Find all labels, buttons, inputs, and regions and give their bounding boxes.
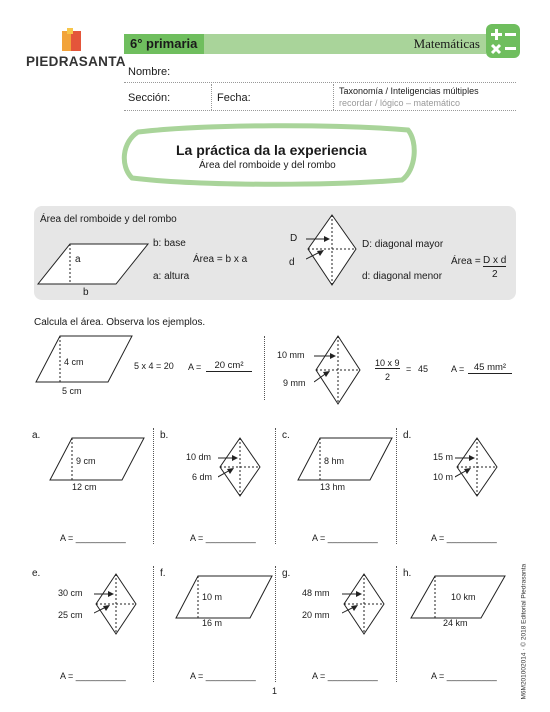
rombo-menor-text: d: diagonal menor [362,271,443,282]
exercise-measure-1: 9 cm [76,456,96,466]
book-logo-icon [26,28,118,54]
rombo-formula-numerator: D x d [483,255,507,266]
rombo-label-D: D [290,233,298,244]
exercise-f [158,564,278,684]
example-romboide-answer: 20 cm² [206,360,252,372]
example-romboide-height: 4 cm [64,357,84,367]
rombo-formula-denominator: 2 [492,269,498,280]
romboide-base-text: b: base [153,238,186,249]
example-rombo-eq: = [406,364,412,374]
exercise-letter: d. [403,430,412,441]
rombo-shape [94,572,140,636]
exercise-g [280,564,400,684]
column-divider [396,566,397,682]
exercise-measure-2: 12 cm [72,482,97,492]
math-operations-icon [486,24,520,58]
rombo-shape [218,436,264,498]
grade-label: 6° primaria [124,34,204,54]
field-divider [333,84,334,110]
example-rombo-answer: 45 mm² [468,362,512,374]
rombo-shape [455,436,501,498]
exercise-measure-1: 48 mm [302,588,330,598]
example-romboide-calc: 5 x 4 = 20 [134,361,174,371]
exercise-measure-2: 10 m [433,472,454,482]
taxonomia-detail: recordar / lógico – matemático [339,98,461,108]
rombo-label-d: d [289,257,295,268]
exercise-c [280,426,400,546]
exercise-answer[interactable]: A = __________ [60,533,126,543]
example-romboide-answer-prefix: A = [188,362,202,372]
exercise-measure-1: 10 km [451,592,476,602]
exercise-b [158,426,278,546]
exercise-measure-2: 6 dm [192,472,213,482]
column-divider [153,566,154,682]
romboide-formula: Área = b x a [193,254,248,265]
rombo-shape [342,572,388,636]
taxonomia-label: Taxonomía / Inteligencias múltiples [339,86,479,96]
exercise-measure-1: 10 m [202,592,223,602]
example-rombo-d: 9 mm [283,378,306,388]
example-rombo-den: 2 [385,372,391,382]
romboide-label-a: a [75,254,81,265]
instructions: Calcula el área. Observa los ejemplos. [34,317,206,328]
example-romboide-diagram [32,334,136,386]
exercise-answer[interactable]: A = __________ [190,533,256,543]
romboide-shape [46,436,148,484]
exercise-answer[interactable]: A = __________ [431,533,497,543]
exercise-measure-1: 15 m [433,452,454,462]
summary-heading: Área del romboide y del rombo [40,214,177,225]
field-divider [211,84,212,110]
exercise-h [401,564,521,684]
rombo-diagram [306,213,362,289]
exercise-answer[interactable]: A = __________ [190,671,256,681]
banner-title: La práctica da la experiencia [176,142,367,158]
exercise-letter: c. [282,430,290,441]
example-romboide-base: 5 cm [62,386,82,396]
exercise-letter: a. [32,430,41,441]
exercise-letter: f. [160,568,166,579]
exercise-measure-2: 20 mm [302,610,330,620]
seccion-label: Sección: [128,92,171,104]
exercise-measure-1: 10 dm [186,452,212,462]
example-rombo-result: 45 [418,364,429,374]
exercise-answer[interactable]: A = __________ [60,671,126,681]
logo [26,28,126,69]
banner-subtitle: Área del romboide y del rombo [199,160,336,171]
example-rombo-answer-prefix: A = [451,364,465,374]
copyright-text: M6M201002014 · © 2018 Editorial Piedrasanta [520,563,528,700]
column-divider [275,566,276,682]
exercise-measure-2: 24 km [443,618,468,628]
nombre-label: Nombre: [128,66,171,78]
fecha-label: Fecha: [217,92,251,104]
romboide-shape [174,574,276,622]
exercise-measure-1: 8 hm [324,456,345,466]
fields-bottom-line [124,110,516,111]
exercise-letter: e. [32,568,41,579]
column-divider [153,428,154,544]
column-divider [275,428,276,544]
exercise-letter: b. [160,430,169,441]
column-divider [396,428,397,544]
example-rombo-D: 10 mm [277,350,305,360]
exercise-letter: g. [282,568,291,579]
rombo-formula-prefix: Área = [451,256,481,267]
rombo-mayor-text: D: diagonal mayor [362,239,444,250]
exercise-answer[interactable]: A = __________ [431,671,497,681]
exercise-measure-1: 30 cm [58,588,83,598]
romboide-altura-text: a: altura [153,271,190,282]
page-number: 1 [272,686,278,696]
subject-label: Matemáticas [413,36,480,51]
example-rombo-diagram [314,334,364,406]
exercise-answer[interactable]: A = __________ [312,533,378,543]
romboide-shape [294,436,396,484]
exercise-measure-2: 16 m [202,618,223,628]
romboide-diagram [36,238,152,288]
romboide-label-b: b [83,287,89,298]
exercise-measure-2: 13 hm [320,482,346,492]
exercise-a [32,426,152,546]
brand-name: PIEDRASANTA [26,54,126,69]
example-divider [264,336,265,400]
exercise-e [32,564,152,684]
exercise-measure-2: 25 cm [58,610,83,620]
exercise-letter: h. [403,568,412,579]
nombre-field[interactable] [124,82,516,83]
exercise-d [401,426,521,546]
exercise-answer[interactable]: A = __________ [312,671,378,681]
example-rombo-num: 10 x 9 [375,358,400,368]
